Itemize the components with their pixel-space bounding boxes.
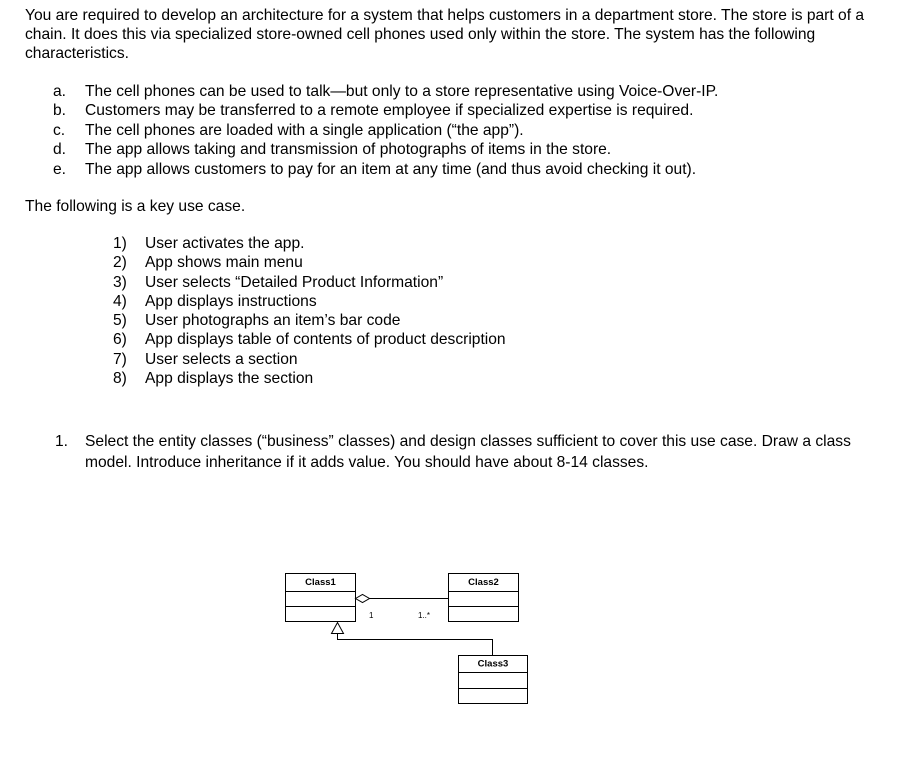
class1-name: Class1 bbox=[305, 577, 336, 588]
step-text: App shows main menu bbox=[145, 254, 303, 272]
step-number: 6) bbox=[113, 331, 127, 349]
class2-name: Class2 bbox=[468, 577, 499, 588]
generalization-line bbox=[338, 634, 493, 656]
list-text: Customers may be transferred to a remote employee if specialized expertise is required. bbox=[85, 102, 694, 120]
step-number: 8) bbox=[113, 370, 127, 388]
step-number: 5) bbox=[113, 312, 127, 330]
list-marker: a. bbox=[53, 83, 67, 100]
intro-paragraph: You are required to develop an architecture for a system that helps customers in a department store. The store is part of a chain. It does this via specialized store-owned cell phones used only within the store. The system has the following characteristics. bbox=[25, 7, 865, 62]
step-number: 2) bbox=[113, 254, 127, 272]
step-text: App displays the section bbox=[145, 370, 314, 388]
step-text: App displays table of contents of product description bbox=[145, 331, 506, 349]
list-marker: c. bbox=[53, 121, 66, 139]
list-text: The cell phones are loaded with a single application (“the app”). bbox=[85, 121, 524, 139]
list-text: The app allows taking and transmission of photographs of items in the store. bbox=[85, 141, 612, 159]
class3-name: Class3 bbox=[477, 658, 509, 670]
generalization-triangle-icon bbox=[332, 623, 344, 634]
list-text: The app allows customers to pay for an item at any time (and thus avoid checking it out). bbox=[85, 160, 697, 178]
question-text: Select the entity classes (“business” classes) and design classes sufficient to cover this use case. Draw a class model. Introduce inheritance if it adds value. You should have about 8-14 classes. bbox=[85, 433, 851, 471]
step-number: 4) bbox=[113, 292, 127, 310]
multiplicity-right: 1..* bbox=[418, 611, 431, 620]
step-text: User selects “Detailed Product Information” bbox=[145, 273, 444, 291]
multiplicity-left: 1 bbox=[369, 611, 374, 620]
question-number: 1. bbox=[55, 433, 69, 450]
step-number: 7) bbox=[113, 350, 127, 368]
step-text: App displays instructions bbox=[145, 292, 317, 310]
step-text: User selects a section bbox=[145, 350, 298, 368]
list-marker: e. bbox=[53, 160, 67, 178]
list-text: The cell phones can be used to talk—but only to a store representative using Voice-Over-IP. bbox=[85, 83, 719, 100]
use-case-intro: The following is a key use case. bbox=[25, 198, 246, 215]
aggregation-diamond-icon bbox=[356, 595, 370, 603]
step-text: User photographs an item’s bar code bbox=[145, 312, 401, 330]
list-marker: d. bbox=[53, 141, 67, 159]
step-number: 1) bbox=[113, 235, 127, 252]
list-marker: b. bbox=[53, 102, 67, 120]
step-text: User activates the app. bbox=[145, 235, 305, 252]
step-number: 3) bbox=[113, 273, 127, 291]
